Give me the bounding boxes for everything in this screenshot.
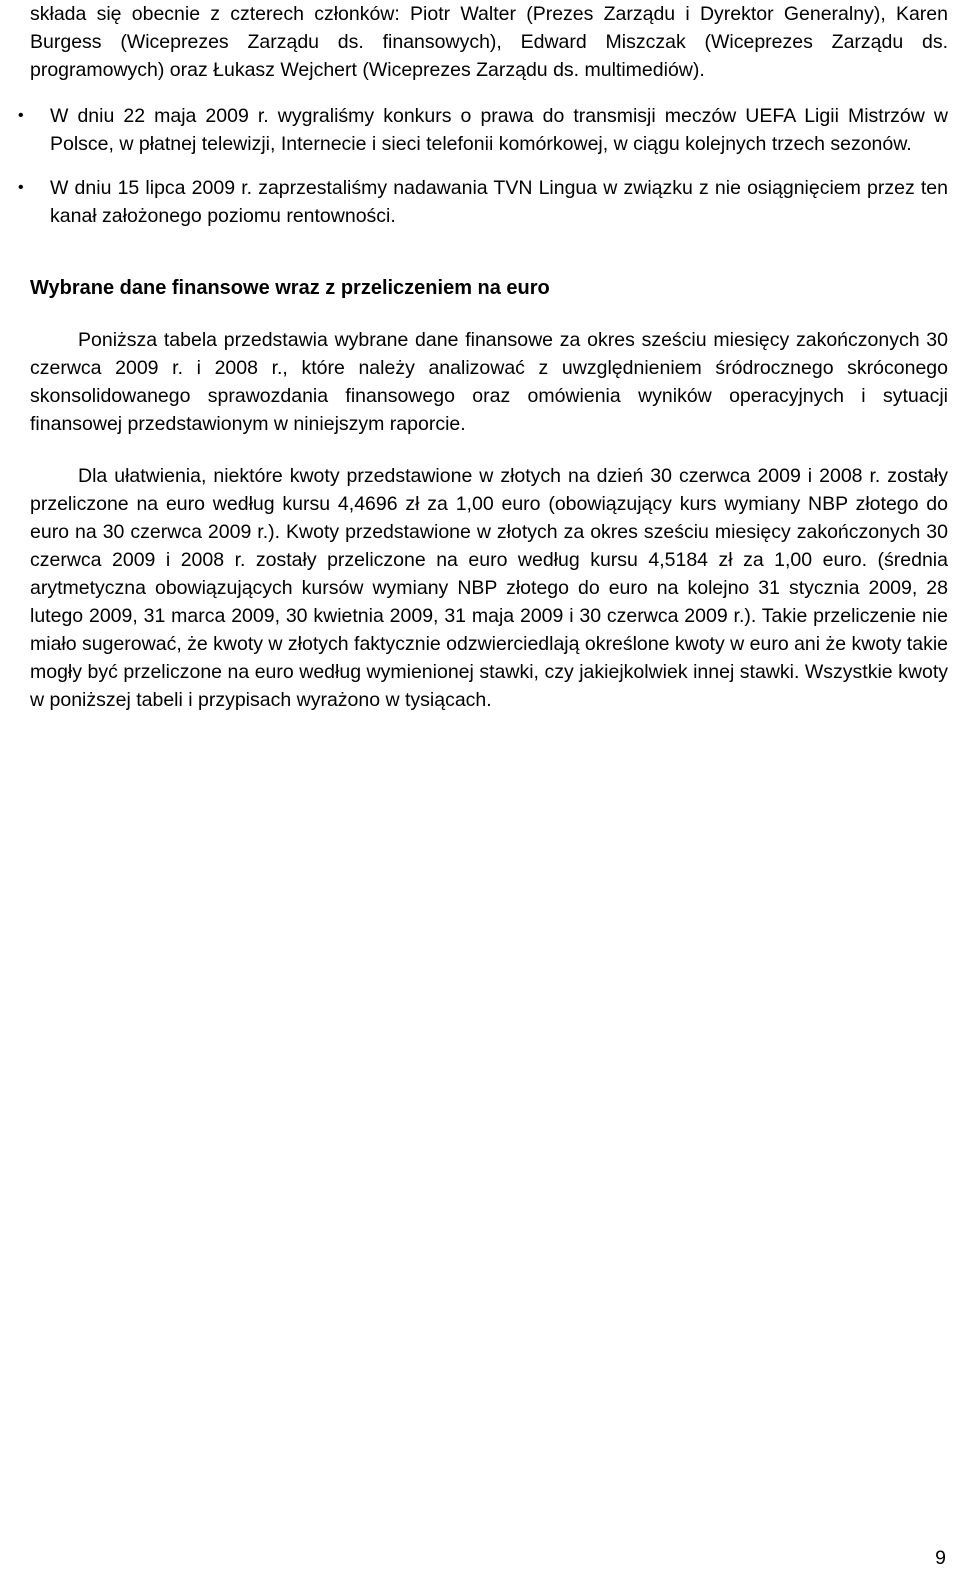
list-item bbox=[18, 174, 948, 230]
document-page bbox=[18, 0, 948, 714]
bullet-icon: • bbox=[18, 107, 24, 124]
bullet-text-2: W dniu 15 lipca 2009 r. zaprzestaliśmy nadawania TVN Lingua w związku z nie osiągnięciem przez ten kanał założonego poziomu rentowności. bbox=[50, 177, 948, 227]
continuation-paragraph: składa się obecnie z czterech członków: Piotr Walter (Prezes Zarządu i Dyrektor Generalny), Karen Burgess (Wiceprezes Zarządu ds. finansowych), Edward Miszczak (Wiceprezes Zarządu ds. programowych) oraz Łukasz Wejchert (Wiceprezes Zarządu ds. multimediów). bbox=[30, 3, 948, 81]
section-heading: Wybrane dane finansowe wraz z przeliczeniem na euro bbox=[30, 277, 550, 299]
bullet-text-1: W dniu 22 maja 2009 r. wygraliśmy konkurs o prawa do transmisji meczów UEFA Ligii Mistrzów w Polsce, w płatnej telewizji, Internecie i sieci telefonii komórkowej, w ciągu kolejnych trzech sezonów. bbox=[50, 105, 948, 155]
bullet-icon: • bbox=[18, 179, 24, 196]
list-item bbox=[18, 102, 948, 158]
body-paragraph-2: Dla ułatwienia, niektóre kwoty przedstawione w złotych na dzień 30 czerwca 2009 i 2008 r. zostały przeliczone na euro według kursu 4,4696 zł za 1,00 euro (obowiązujący kurs wymiany NBP złotego do euro na 30 czerwca 2009 r.). Kwoty przedstawione w złotych za okres sześciu miesięcy zakończonych 30 czerwca 2009 i 2008 r. zostały przeliczone na euro według kursu 4,5184 zł za 1,00 euro. (średnia arytmetyczna obowiązujących kursów wymiany NBP złotego do euro na kolejno 31 stycznia 2009, 28 lutego 2009, 31 marca 2009, 30 kwietnia 2009, 31 maja 2009 i 30 czerwca 2009 r.). Takie przeliczenie nie miało sugerować, że kwoty w złotych faktycznie odzwierciedlają określone kwoty w euro ani że kwoty takie mogły być przeliczone na euro według wymienionej stawki, czy jakiejkolwiek innej stawki. Wszystkie kwoty w poniższej tabeli i przypisach wyrażono w tysiącach. bbox=[30, 465, 948, 711]
body-paragraph-1: Poniższa tabela przedstawia wybrane dane finansowe za okres sześciu miesięcy zakończonych 30 czerwca 2009 r. i 2008 r., które należy analizować z uwzględnieniem śródrocznego skróconego skonsolidowanego sprawozdania finansowego oraz omówienia wyników operacyjnych i sytuacji finansowej przedstawionym w niniejszym raporcie. bbox=[30, 329, 948, 435]
bullet-list bbox=[18, 102, 948, 230]
page-number: 9 bbox=[935, 1547, 946, 1569]
